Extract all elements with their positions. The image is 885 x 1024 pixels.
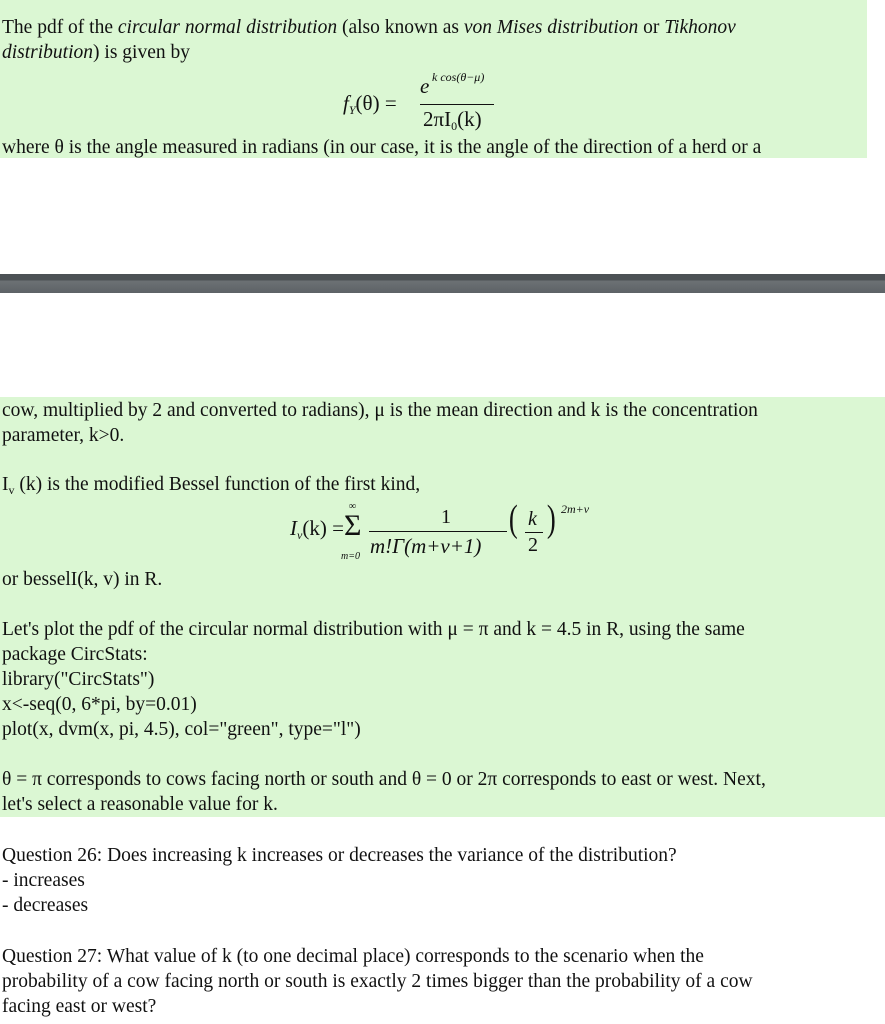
intro-line-2: distribution) is given by (2, 42, 190, 63)
q26-option-decreases[interactable]: - decreases (2, 895, 89, 916)
question-27-line-3: facing east or west? (2, 996, 157, 1017)
code-line-3: plot(x, dvm(x, pi, 4.5), col="green", type="l") (2, 719, 361, 740)
where-line-1: where θ is the angle measured in radians (in our case, it is the angle of the direction of a herd or a (2, 137, 762, 158)
highlight-block-main (0, 397, 885, 817)
plot-text-line-1: Let's plot the pdf of the circular normal distribution with μ = π and k = 4.5 in R, using the same (2, 619, 745, 640)
page-separator (0, 274, 885, 293)
question-27-line-1: Question 27: What value of k (to one decimal place) corresponds to the scenario when the (2, 946, 704, 967)
theta-line-1: θ = π corresponds to cows facing north or south and θ = 0 or 2π corresponds to east or west. Next, (2, 769, 766, 790)
intro-line-1: The pdf of the circular normal distribution (also known as von Mises distribution or Tikhonov (2, 17, 736, 38)
question-26: Question 26: Does increasing k increases or decreases the variance of the distribution? (2, 845, 677, 866)
theta-line-2: let's select a reasonable value for k. (2, 794, 278, 815)
question-27-line-2: probability of a cow facing north or south is exactly 2 times bigger than the probability of a cow (2, 971, 753, 992)
bessel-intro: $I_v$ (k) is the modified Bessel function of the first kind, (2, 474, 421, 497)
where-line-3: parameter, k>0. (2, 425, 125, 446)
plot-text-line-2: package CircStats: (2, 644, 148, 665)
q26-option-increases[interactable]: - increases (2, 870, 85, 891)
where-line-2: cow, multiplied by 2 and converted to radians), μ is the mean direction and k is the concentration (2, 400, 758, 421)
besselI-line: or besselI(k, v) in R. (2, 569, 163, 590)
code-line-2: x<-seq(0, 6*pi, by=0.01) (2, 694, 197, 715)
code-line-1: library("CircStats") (2, 669, 155, 690)
